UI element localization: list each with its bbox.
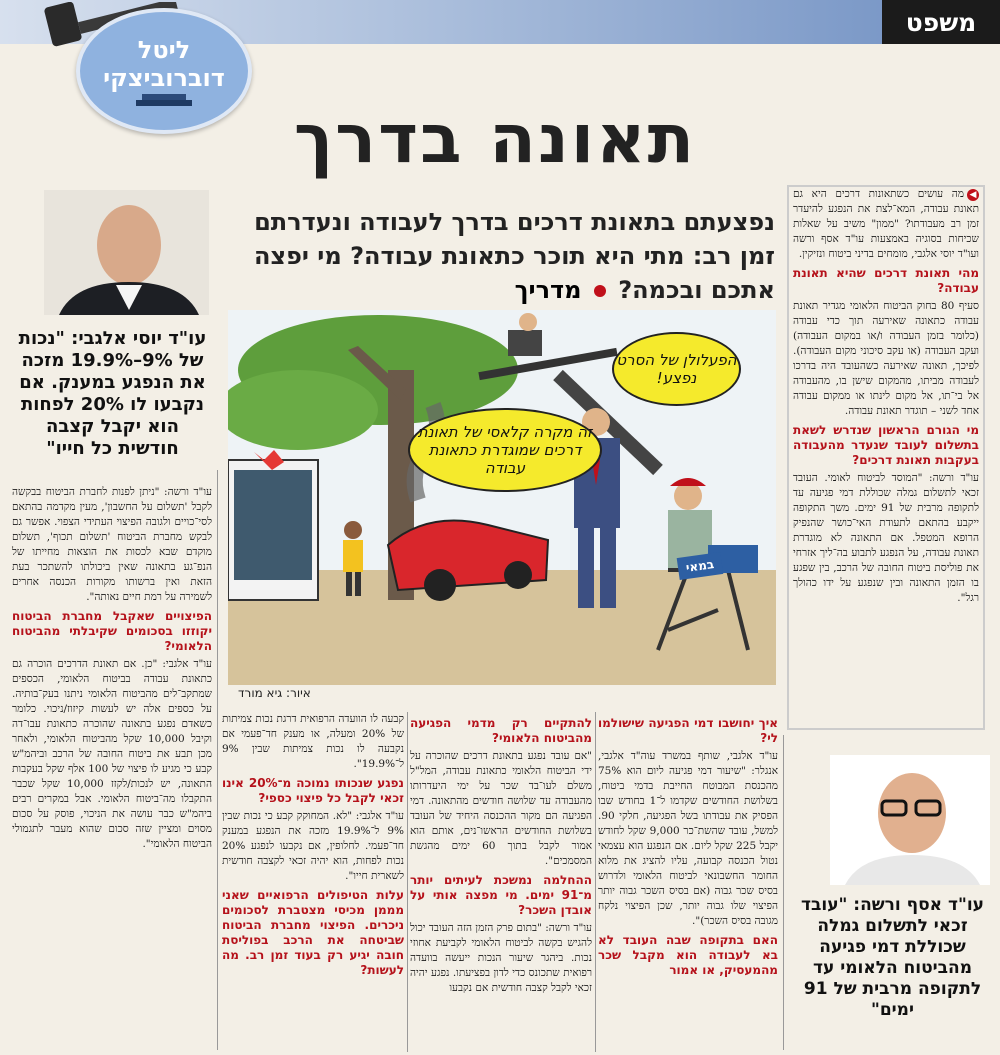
photo-yossi-algabi [44, 190, 209, 315]
answer-paragraph: עו"ד ורשה: "המוסד לביטוח לאומי. העובד זכאי לתשלום גמלה שכוללת דמי פגיעה עד לתקופה מרבית של 91 ימים. משך התקופה ייקבע בהתאם לתעודת האי־כושר שהנפיק הרופא המטפל. אם התאונה לא מוגדרת תאונת עבודה, על הנפגע לתבוע בה־ליך אזרחי את פוליסת ביטוח החובה של הרכב, בין שפגע בו הזמן התאונה ובין שנפגע על ידו כהולך רגל". [793, 472, 979, 604]
photo-assaf-varsha [830, 755, 990, 885]
bullet-icon [594, 285, 606, 297]
pull-quote-algabi: עו"ד יוסי אלגבי: "נכות של 9%–19.9% מזכה את הנפגע במענק. אם נקבעו לו 20% לפחות הוא יקבל קצבה חודשית כל חייו" [18, 328, 207, 459]
article-column-1 [598, 712, 778, 1052]
answer-paragraph: עו"ד אלגבי, שותף במשרד עוה"ד אלגבי, אנגלר: "שיעור דמי פגיעה ליום הוא 75% מהכנסת המבוטח החייבת בדמי ביטוח, בשלושת החודשים שקדמו ל־1 בחודש שבו הפסיק את עבודתו בשל הפגיעה, חלקי 90. למשל, עובד שהשת־כר 9,000 שקל לחודש יקבל 225 שקל ליום. אם הנפגע הוא עצמאי נטול הכנסה קבועה, עליו להציג את מלוא החומר החשבונאי לביטוח הלאומי ולדרוש בסיס שכר גבוה (אם בסיס השכר גבוה יותר הפיצוי שלו גבוה יותר, שכן הפיצוי נלקח מגובה בסיס השכר)". [598, 750, 778, 927]
intro-text: מה עושים כשתאונות דרכים היא גם תאונת עבודה, המא־לצת את הנפגע להיעדר זמן רב מעבודתו? "ממון" משיב על שאלות שכיחות בסוגיה באמצעות עו"ד אסף ורשה ועו"ד יוסי אלגבי, מומחים בדיני ביטוח ונזיקין. [793, 188, 979, 260]
pull-quote-varsha: עו"ד אסף ורשה: "עובד זכאי לתשלום גמלה שכוללת דמי פגיעה מהביטוח הלאומי עד לתקופה מרבית של 91 ימים" [801, 895, 984, 1020]
question-heading: נפגע שנכותו נמוכה מ־20% אינו זכאי לקבל כל פיצוי כספי? [222, 776, 404, 805]
question-heading: ההחלמה נמשכת לעיתים יותר מ־91 ימים. מי מפצה אותי על אובדן השכר? [410, 873, 592, 917]
answer-paragraph: "אם עובד נפגע בתאונת דרכים שהוכרה על ידי הביטוח הלאומי כתאונת עבודה, המל"ל משלם לעו־בד שכר על ימי היעדרותו מהעבודה עד שלושה חודשים מהתאונה. דמי הפגיעה הם מקור ההכנסה היחיד של העובד בשלושת החודשים הראשו־נים, אותם הוא אמור לקבל בתוך 60 ימים מהגשת המסמכים". [410, 750, 592, 867]
portrait-icon [830, 755, 990, 885]
category-tag: מדריך [514, 276, 582, 304]
question-heading: האם בתקופה שבה העובד לא בא לעבודה הוא מקבל שכר מהמעסיק, או אמור [598, 933, 778, 977]
gavel-block-icon [136, 92, 192, 106]
column-divider [783, 735, 784, 1050]
question-heading: איך יחושבו דמי הפגיעה שישולמו לי? [598, 716, 778, 745]
answer-paragraph: קבעה לו הוועדה הרפואית דרגת נכות צמיתות של 20% ומעלה, או מענק חד־פעמי אם נקבעה לו נכות צמיתות שבין 9% ל־19.9%". [222, 713, 404, 770]
arrow-icon: ◀ [967, 189, 979, 201]
director-chair-label: במאי [677, 552, 724, 580]
column-divider [595, 712, 596, 1052]
answer-paragraph: סעיף 80 בחוק הביטוח הלאומי מגדיר תאונת עבודה כתאונה שאירעה תוך כדי עבודה (כלומר בזמן העבודה ו/או במקום העבודה) ועקב העבודה (או עקב סיכוני מקום העבודה). לפיכך, תאונה שאירעה כשהעובד היה בדרכו לעבודה מביתו, מהמקום שישן בו, מהעבודה אל בי־תו, אל מקום לינתו או ממקום עבודה אחד לשני – תוגדר תאונת עבודה. [793, 300, 979, 417]
answer-paragraph: עו"ד ורשה: "ניתן לפנות לחברת הביטוח בבקשה לקבל 'תשלום על החשבון', מעין מקדמה בהתאם לסי־כויים ולגובה הפיצוי העתידי הצפוי. אפשר גם לבקש מחברת הביטוח 'תשלום תכוף', תשלום מוקדם שבא לכסות את הוצאות מחייתו של הנפ־גע בתאונה שאין ביכולתו להשתכר בעת הזאת ואין ברשותו מקורות הכנסה אחרים לשמירה על רמת חיים נאותה". [12, 486, 212, 603]
answer-paragraph: עו"ד אלגבי: "לא. המחוקק קבע כי נכות שבין 9% ל־19.9% מזכה את הנפגע במענק חד־פעמי. לחלופין, אם נקבעו לנפגע 20% נכות לפחות, הוא יהיה זכאי לקצבה חודשית לשארית חייו". [222, 810, 404, 882]
answer-paragraph: עו"ד ורשה: "בתום פרק הזמן הזה העובד יכול להגיש בקשה לביטוח הלאומי לקביעת אחוזי נכות. ביהגר שיעור הנכות ייעשה בוועדה רפואית שתכונס כדי לדון בפציעתו. נפגע יהיה זכאי לקבל קצבה חודשית אם נקבעו [410, 922, 592, 994]
portrait-icon [44, 190, 209, 315]
subheadline-text: נפצעתם בתאונת דרכים בדרך לעבודה ונעדרתם זמן רב: מתי היא תוכר כתאונת עבודה? מי יפצה אתכם ובכמה? [253, 208, 775, 304]
question-heading: מי הגורם הראשון שנדרש לשאת בתשלום לעובד שנעדר מהעבודה בעקבות תאונת דרכים? [793, 423, 979, 467]
article-column-intro [787, 185, 985, 730]
headline: תאונה בדרך [293, 100, 697, 179]
question-heading: להתקיים רק מדמי הפגיעה מהביטוח הלאומי? [410, 716, 592, 745]
question-heading: הפיצויים שאקבל מחברת הביטוח יקוזזו בסכומים שקיבלתי מהביטוח הלאומי? [12, 609, 212, 653]
intro-paragraph [793, 187, 979, 262]
question-heading: מהי תאונת דרכים שהיא תאונת עבודה? [793, 266, 979, 295]
speech-bubble-classic-case: זה מקרה קלאסי של תאונת דרכים שמוגדרת כתאונת עבודה [408, 408, 602, 492]
article-column-4 [12, 485, 212, 1050]
article-column-2 [410, 712, 592, 1052]
answer-paragraph: עו"ד אלגבי: "כן. אם תאונת הדרכים הוכרה גם כתאונת עבודה בביטוח הלאומי, הכספים שמתקב־לים מהביטוח הלאומי ניתנו בעק־בותיה. על כספים אלה יש לעשות קיזוז/ניכוי. כלומר כשאדם נפגע בתאונה שהוכרה כתאונת עבו־דה וקיבל 10,000 שקל מהביטוח הלאומי, ולאחר מכן תבע את ביטוח החובה של הרכב וביהמ"ש קבע כי מגיע לו פיצוי של 100 אלף שקל בעקבות התאונה, יש לנכות/לקזז 10,000 שקל שכבר התקבלו מה־ביטוח הלאומי. אבל במקרים רבים ביהמ"ש כבר עושה את הניכוי, פוסק על סכום מסוים ומציין שזה סכום שהוא מעבר לתגמולי הביטוח הלאומי". [12, 658, 212, 850]
question-heading: עלות הטיפולים הרפואיים שאני מממן מכיסי מצטברת לסכומים ניכרים. הפיצוי מחברת הביטוח שביטחה את הרכב בפוליסת חובה יגיע רק בעוד זמן רב. מה לעשות? [222, 888, 404, 977]
article-column-3 [222, 712, 404, 1052]
speech-bubble-stuntman: הפעלולן של הסרט נפצע! [612, 332, 741, 406]
author-last-name: דוברוביצקי [103, 64, 225, 92]
illustration-credit: איור: גיא מורד [238, 686, 311, 700]
section-label: משפט [882, 0, 1000, 44]
column-divider [407, 712, 408, 1052]
column-divider [217, 470, 218, 1050]
author-first-name: ליטל [137, 36, 191, 64]
subheadline [245, 205, 775, 307]
